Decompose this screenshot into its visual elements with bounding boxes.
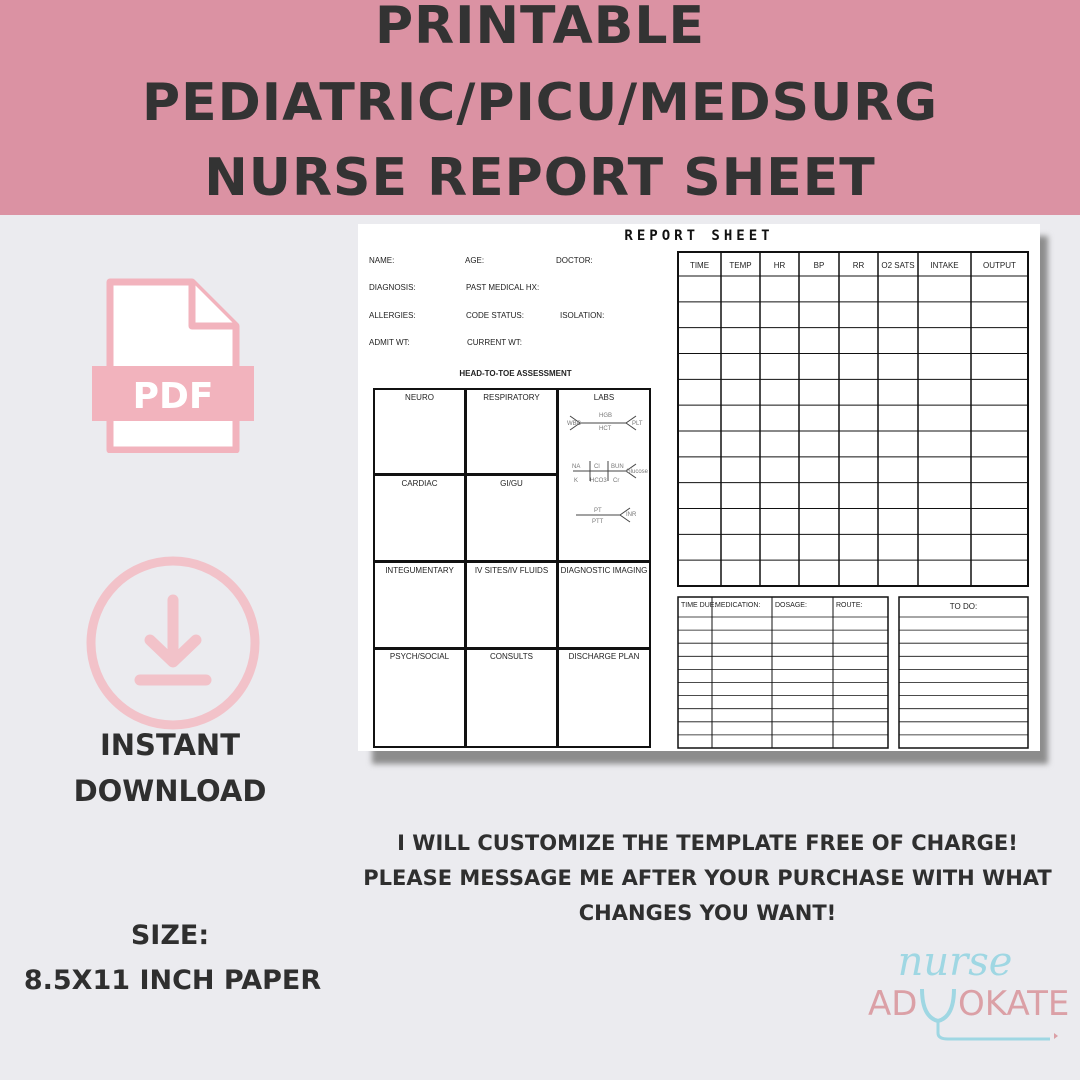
lab-cr: Cr xyxy=(613,478,620,484)
title-banner xyxy=(0,0,1080,215)
meds-header-route: ROUTE: xyxy=(836,602,863,609)
vitals-header-intake: INTAKE xyxy=(930,261,959,270)
box-iv-sites: IV SITES/IV FLUIDS xyxy=(474,566,549,575)
lab-hct: HCT xyxy=(599,426,612,432)
meds-header-dosage: DOSAGE: xyxy=(775,602,807,609)
lab-plt: PLT xyxy=(632,421,643,427)
todo-header: TO DO: xyxy=(949,602,978,611)
pdf-label: PDF xyxy=(132,376,214,417)
lab-glucose: Glucose xyxy=(626,469,649,475)
field-admit-wt: ADMIT WT: xyxy=(369,338,410,347)
vitals-header-output: OUTPUT xyxy=(983,261,1016,270)
vitals-header-time: TIME xyxy=(689,261,710,270)
lab-pt: PT xyxy=(594,508,602,514)
meds-header-medication: MEDICATION: xyxy=(715,602,761,609)
vitals-header-bp: BP xyxy=(813,261,825,270)
customize-line-1: I WILL CUSTOMIZE THE TEMPLATE FREE OF CHARGE! xyxy=(397,831,1018,855)
field-isolation: ISOLATION: xyxy=(560,311,605,320)
report-sheet-preview xyxy=(358,224,1040,751)
lab-na: NA xyxy=(572,464,581,470)
field-allergies: ALLERGIES: xyxy=(369,311,416,320)
box-psych-social: PSYCH/SOCIAL xyxy=(389,652,450,661)
field-code-status: CODE STATUS: xyxy=(466,311,524,320)
meds-header-time-due: TIME DUE: xyxy=(681,602,717,609)
lab-hgb: HGB xyxy=(599,413,613,419)
sheet-title: REPORT SHEET xyxy=(624,228,774,244)
size-label: SIZE: xyxy=(130,920,210,951)
lab-inr: INR xyxy=(626,512,637,518)
assessment-title: HEAD-TO-TOE ASSESSMENT xyxy=(459,369,572,378)
lab-k: K xyxy=(574,478,579,484)
vitals-header-rr: RR xyxy=(852,261,865,270)
banner-line-3: NURSE REPORT SHEET xyxy=(204,148,876,208)
box-discharge-plan: DISCHARGE PLAN xyxy=(568,652,640,661)
vitals-header-hr: HR xyxy=(773,261,786,270)
lab-bun: BUN xyxy=(611,464,624,470)
vitals-header-temp: TEMP xyxy=(729,261,752,270)
customize-line-2: PLEASE MESSAGE ME AFTER YOUR PURCHASE WITH WHAT xyxy=(363,866,1052,890)
logo-main-right: OKATE xyxy=(958,984,1070,1024)
nurse-advokate-logo xyxy=(860,935,1070,1045)
box-diagnostic-imaging: DIAGNOSTIC IMAGING xyxy=(560,566,648,575)
box-labs: LABS xyxy=(593,393,615,402)
banner-line-2: PEDIATRIC/PICU/MEDSURG xyxy=(141,73,939,133)
box-consults: CONSULTS xyxy=(490,652,533,661)
box-neuro: NEURO xyxy=(405,393,434,402)
customize-line-3: CHANGES YOU WANT! xyxy=(578,901,837,925)
logo-script: nurse xyxy=(897,939,1013,985)
instant-text: INSTANT xyxy=(100,728,240,762)
box-gi-gu: GI/GU xyxy=(500,479,523,488)
size-value: 8.5X11 INCH PAPER xyxy=(23,965,322,996)
box-integumentary: INTEGUMENTARY xyxy=(385,566,454,575)
pdf-file-icon xyxy=(92,278,257,453)
download-text: DOWNLOAD xyxy=(73,774,267,808)
lab-ptt: PTT xyxy=(592,519,604,525)
vitals-header-o2-sats: O2 SATS xyxy=(881,261,915,270)
banner-line-1: PRINTABLE xyxy=(375,0,705,56)
field-current-wt: CURRENT WT: xyxy=(467,338,522,347)
logo-main-left: AD xyxy=(868,984,918,1024)
field-past-hx: PAST MEDICAL HX: xyxy=(466,283,540,292)
field-diagnosis: DIAGNOSIS: xyxy=(369,283,416,292)
lab-wbc: WBC xyxy=(567,421,581,427)
field-doctor: DOCTOR: xyxy=(556,256,593,265)
download-icon xyxy=(86,556,261,731)
stethoscope-icon xyxy=(922,989,954,1021)
lab-hco3: HCO3 xyxy=(590,478,607,484)
field-name: NAME: xyxy=(369,256,395,265)
box-cardiac: CARDIAC xyxy=(401,479,438,488)
lab-cl: Cl xyxy=(594,464,600,470)
box-respiratory: RESPIRATORY xyxy=(483,393,540,402)
field-age: AGE: xyxy=(465,256,485,265)
